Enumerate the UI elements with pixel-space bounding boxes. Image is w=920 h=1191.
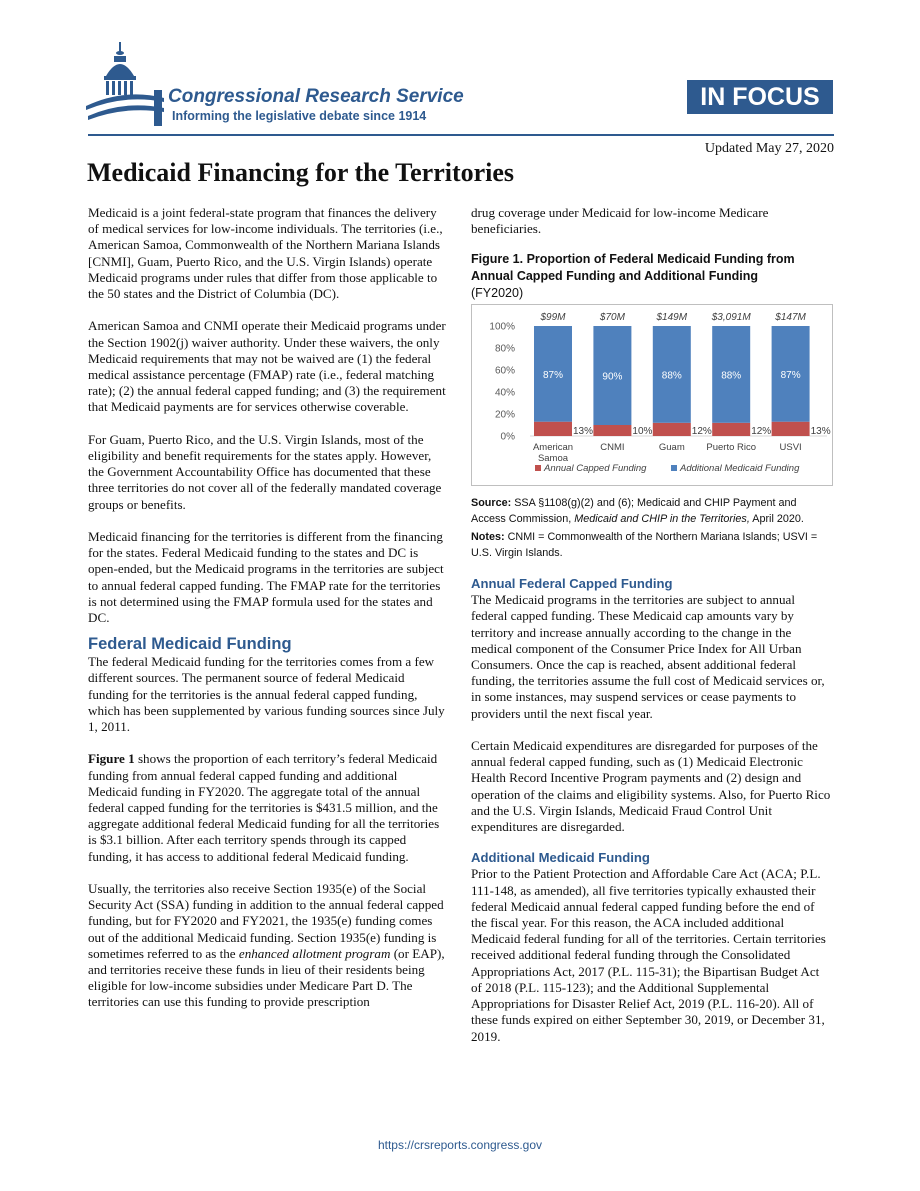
paragraph: The Medicaid programs in the territories are subject to annual federal capped funding. These Medicaid cap amounts vary by territory and increase annually according to the change in the medical component of the Consumer Price Index for All Urban Consumers. Once the cap is reached, absent additional federal funding, the territories assume the full cost of Medicaid services or, in some instances, may suspend services or cease payments to providers until the next fiscal year. (471, 592, 825, 721)
x-tick-label: American (532, 442, 574, 454)
left-column (88, 205, 448, 1027)
footer-url[interactable]: https://crsreports.congress.gov (377, 1138, 543, 1152)
x-tick-label: Guam (658, 442, 685, 454)
figure-title-fy: (FY2020) (471, 286, 524, 301)
source-emphasis: Medicaid and CHIP in the Territories, (574, 512, 750, 525)
bar-capped (712, 423, 750, 436)
data-label-additional: 88% (661, 370, 682, 382)
page-title: Medicaid Financing for the Territories (87, 158, 515, 187)
y-tick-label: 20% (494, 409, 515, 421)
paragraph (88, 751, 448, 864)
data-label-capped: 13% (573, 426, 594, 438)
figure-title (471, 251, 833, 302)
in-focus-badge: IN FOCUS (687, 80, 833, 114)
figure-title-text: Figure 1. Proportion of Federal Medicaid Funding from Annual Capped Funding and Additional Funding (471, 252, 795, 284)
legend-label: Additional Medicaid Funding (680, 463, 800, 475)
notes-text: CNMI = Commonwealth of the Northern Mariana Islands; USVI = U.S. Virgin Islands. (471, 531, 818, 559)
paragraph: Certain Medicaid expenditures are disregarded for purposes of the annual federal capped funding, such as (1) Medicaid Electronic Health Record Incentive Program payments and (2) design and operation of the claims and eligibility systems. Also, for Puerto Rico and the U.S. Virgin Islands, Medicaid Fraud Control Unit expenditures are disregarded. (471, 738, 831, 835)
paragraph: The federal Medicaid funding for the territories comes from a few different sources. The permanent source of federal Medicaid funding for the territories is the annual federal capped funding, which has been supplemented by various funding sources since July 1, 2011. (88, 654, 445, 735)
paragraph: Medicaid is a joint federal-state program that finances the delivery of medical services for low-income individuals. The territories (i.e., American Samoa, Commonwealth of the Northern Mariana Islands [CNMI], Guam, Puerto Rico, and the U.S. Virgin Islands) operate Medicaid programs under rules that differ from those applicable to the 50 states and the District of Columbia (DC). (88, 205, 443, 302)
header-rule (88, 134, 834, 136)
total-label: $70M (599, 312, 625, 324)
bar-capped (593, 425, 631, 436)
total-label: $3,091M (711, 312, 751, 324)
x-tick-label: Puerto Rico (706, 442, 757, 454)
section-heading-capped: Annual Federal Capped Funding (471, 576, 673, 592)
org-tagline: Informing the legislative debate since 1914 (172, 109, 427, 123)
paragraph: American Samoa and CNMI operate their Medicaid programs under the Section 1902(j) waiver authority. Under these waivers, the only Medicaid requirements that may not be waived are (1) the federal medical assistance percentage (FMAP) rate (i.e., federal matching rate); (2) the annual federal capped funding; and (3) the requirement that Medicaid payments are for services otherwise coverable. (88, 318, 446, 415)
figure-ref: Figure 1 (88, 751, 135, 767)
emphasis: enhanced allotment program (238, 945, 391, 961)
figure-chart (471, 304, 833, 486)
stacked-bar-chart (472, 305, 832, 485)
section-heading-federal-funding: Federal Medicaid Funding (88, 635, 292, 654)
data-label-additional: 87% (780, 370, 801, 382)
paragraph (88, 881, 448, 1011)
paragraph: For Guam, Puerto Rico, and the U.S. Virgin Islands, most of the eligibility and benefit requirements for the states apply. However, the Government Accountability Office has documented that these three territories do not cover all of the federally mandated coverage groups or benefits. (88, 431, 442, 512)
source-label: Source: (471, 497, 512, 510)
y-tick-label: 0% (500, 431, 515, 443)
data-label-capped: 12% (691, 426, 712, 438)
bar-capped (534, 422, 572, 436)
figure-source (471, 496, 833, 527)
bar-capped (653, 423, 691, 436)
section-heading-additional: Additional Medicaid Funding (471, 850, 650, 866)
x-tick-label: Samoa (537, 453, 569, 465)
org-name: Congressional Research Service (168, 86, 464, 107)
x-tick-label: CNMI (600, 442, 625, 454)
data-label-additional: 90% (602, 371, 623, 383)
y-tick-label: 40% (494, 387, 515, 399)
paragraph-text: (or EAP), and territories receive these funds in lieu of their residents being eligible for low-income subsidies under Medicare Part D. The territories can use this funding to provide prescription (88, 945, 445, 1010)
source-end: April 2020. (749, 512, 804, 525)
data-label-capped: 10% (632, 426, 653, 438)
data-label-additional: 87% (542, 370, 564, 382)
notes-label: Notes: (471, 531, 505, 544)
paragraph: Prior to the Patient Protection and Affordable Care Act (ACA; P.L. 111-148, as amended), all five territories typically exhausted their federal Medicaid annual federal capped funding before the end of the fiscal year. For this reason, the ACA included additional Medicaid federal funding for all of the territories. Certain territories received additional federal funding through the Consolidated Appropriations Act, 2017 (P.L. 115-31); the Bipartisan Budget Act of 2018 (P.L. 115-123); and the Additional Supplemental Appropriations for Disaster Relief Act, 2019 (P.L. 116-20). All of these funds expired on either September 30, 2019, or December 31, 2019. (471, 866, 826, 1044)
y-tick-label: 100% (489, 321, 515, 333)
figure-notes (471, 530, 833, 561)
legend-swatch (535, 465, 541, 471)
paragraph-text: Usually, the territories also receive Section 1935(e) of the Social Security Act (SSA) funding in addition to the annual federal capped funding, but for FY2020 and FY2021, the 1935(e) funding comes out of the additional Medicaid funding. Section 1935(e) funding is sometimes referred to as the (88, 881, 444, 961)
right-column (471, 205, 833, 1061)
y-tick-label: 80% (494, 343, 515, 355)
paragraph: drug coverage under Medicaid for low-income Medicare beneficiaries. (471, 205, 769, 237)
crs-capitol-logo (84, 40, 166, 128)
updated-date: Updated May 27, 2020 (704, 141, 834, 156)
paragraph: Medicaid financing for the territories is different from the financing for the states. Federal Medicaid funding to the states and DC is open-ended, but the Medicaid programs in the territories are subject to annual federal capped funding. The FMAP rate for the territories is not determined using the FMAP formula used for the states and DC. (88, 529, 444, 626)
data-label-capped: 12% (751, 426, 772, 438)
data-label-additional: 88% (721, 370, 742, 382)
bar-capped (772, 422, 810, 436)
source-text: SSA §1108(g)(2) and (6); Medicaid and CHIP Payment and Access Commission, (471, 497, 797, 525)
total-label: $147M (775, 312, 806, 324)
legend-swatch (671, 465, 677, 471)
legend-label: Annual Capped Funding (544, 463, 647, 475)
y-tick-label: 60% (494, 365, 515, 377)
paragraph-text: shows the proportion of each territory’s federal Medicaid funding from annual federal capped funding and additional Medicaid funding in FY2020. The aggregate total of the annual federal capped funding for the territories is $431.5 million, and the aggregate additional federal Medicaid funding for all the territories is $3.1 billion. After each territory spends through its capped funding, it has access to additional federal Medicaid funding. (88, 751, 440, 864)
x-tick-label: USVI (779, 442, 802, 454)
total-label: $149M (656, 312, 688, 324)
total-label: $99M (540, 312, 566, 324)
data-label-capped: 13% (810, 426, 831, 438)
